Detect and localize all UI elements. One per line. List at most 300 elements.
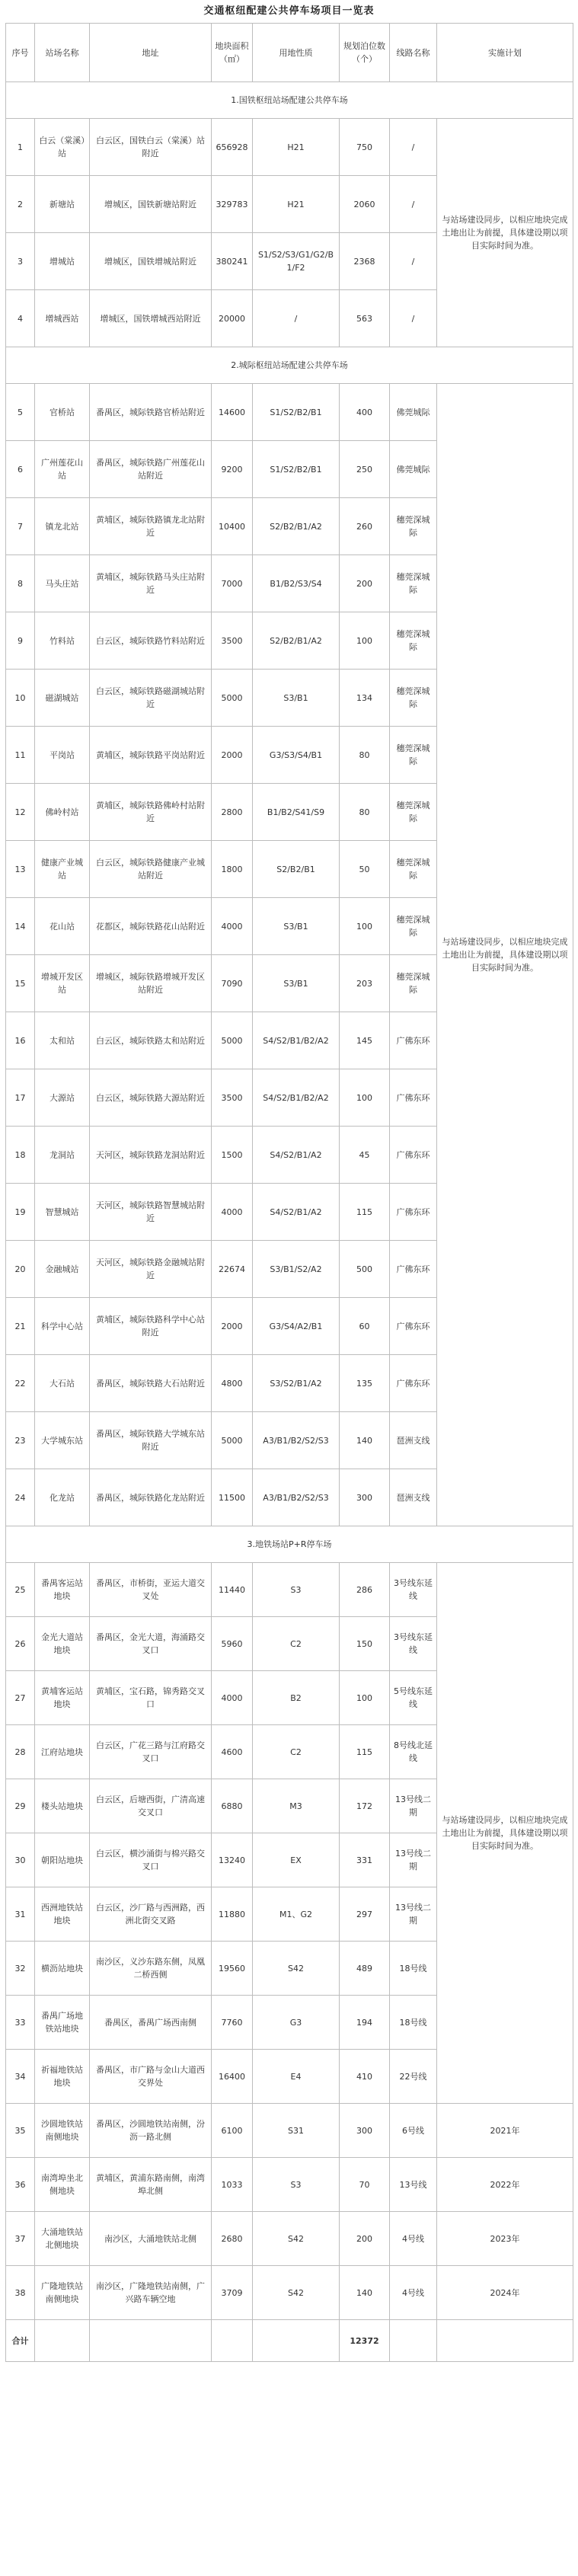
cell-spaces: 2368 — [340, 233, 390, 290]
cell-area: 3500 — [212, 612, 253, 670]
cell-area: 5000 — [212, 670, 253, 727]
cell-line: 穗莞深城际 — [390, 612, 437, 670]
cell-address: 黄埔区，宝石路，锦秀路交叉口 — [90, 1671, 212, 1725]
cell-address: 天河区，城际铁路龙洞站附近 — [90, 1127, 212, 1184]
table-row — [6, 384, 573, 441]
cell-spaces: 145 — [340, 1012, 390, 1069]
cell-plan: 2024年 — [437, 2266, 573, 2320]
cell-area: 14600 — [212, 384, 253, 441]
cell-no: 36 — [6, 2158, 35, 2212]
cell-spaces: 140 — [340, 1412, 390, 1469]
cell-name: 楼头站地块 — [35, 1779, 90, 1833]
cell-area: 16400 — [212, 2050, 253, 2104]
cell-area: 380241 — [212, 233, 253, 290]
cell-name: 大源站 — [35, 1069, 90, 1127]
cell-spaces: 50 — [340, 841, 390, 898]
cell-line: 13号线二期 — [390, 1779, 437, 1833]
header-no: 序号 — [6, 24, 35, 82]
total-value: 12372 — [340, 2320, 390, 2362]
cell-land-use: S1/S2/B2/B1 — [253, 384, 340, 441]
cell-land-use: C2 — [253, 1617, 340, 1671]
total-row — [6, 2320, 573, 2362]
cell-name: 大学城东站 — [35, 1412, 90, 1469]
cell-area: 4800 — [212, 1355, 253, 1412]
cell-land-use: G3 — [253, 1996, 340, 2050]
section-title-row — [6, 347, 573, 384]
cell-no: 12 — [6, 784, 35, 841]
cell-area: 2000 — [212, 1298, 253, 1355]
cell-no: 25 — [6, 1563, 35, 1617]
cell-spaces: 115 — [340, 1725, 390, 1779]
cell-area: 2680 — [212, 2212, 253, 2266]
cell-address: 增城区，国铁增城站附近 — [90, 233, 212, 290]
cell-area: 2000 — [212, 727, 253, 784]
cell-name: 增城开发区站 — [35, 955, 90, 1012]
cell-land-use: M3 — [253, 1779, 340, 1833]
cell-line: 广佛东环 — [390, 1355, 437, 1412]
cell-spaces: 250 — [340, 441, 390, 498]
cell-line: 5号线东延线 — [390, 1671, 437, 1725]
cell-name: 化龙站 — [35, 1469, 90, 1526]
cell-no: 11 — [6, 727, 35, 784]
cell-name: 黄埔客运站地块 — [35, 1671, 90, 1725]
cell-address: 番禺区，市广路与金山大道西交界处 — [90, 2050, 212, 2104]
cell-no: 30 — [6, 1833, 35, 1887]
cell-land-use: S1/S2/B2/B1 — [253, 441, 340, 498]
cell-no: 13 — [6, 841, 35, 898]
cell-land-use: H21 — [253, 176, 340, 233]
cell-spaces: 400 — [340, 384, 390, 441]
cell-line: 琶洲支线 — [390, 1469, 437, 1526]
cell-no: 6 — [6, 441, 35, 498]
table-header-row — [6, 24, 573, 82]
cell-spaces: 45 — [340, 1127, 390, 1184]
cell-area: 5960 — [212, 1617, 253, 1671]
cell-no: 5 — [6, 384, 35, 441]
cell-line: 佛莞城际 — [390, 384, 437, 441]
cell-plan: 2021年 — [437, 2104, 573, 2158]
cell-land-use: S3/B1/S2/A2 — [253, 1241, 340, 1298]
section-title-row — [6, 1526, 573, 1563]
cell-name: 增城站 — [35, 233, 90, 290]
cell-spaces: 563 — [340, 290, 390, 347]
cell-spaces: 115 — [340, 1184, 390, 1241]
empty-cell — [390, 2320, 437, 2362]
cell-no: 38 — [6, 2266, 35, 2320]
cell-no: 24 — [6, 1469, 35, 1526]
cell-no: 26 — [6, 1617, 35, 1671]
cell-no: 31 — [6, 1887, 35, 1942]
cell-name: 沙圆地铁站南侧地块 — [35, 2104, 90, 2158]
cell-area: 1500 — [212, 1127, 253, 1184]
cell-name: 西洲地铁站地块 — [35, 1887, 90, 1942]
cell-spaces: 135 — [340, 1355, 390, 1412]
cell-address: 番禺区，城际铁路广州莲花山站附近 — [90, 441, 212, 498]
cell-address: 白云区，城际铁路竹料站附近 — [90, 612, 212, 670]
cell-area: 19560 — [212, 1942, 253, 1996]
cell-name: 增城西站 — [35, 290, 90, 347]
table-row — [6, 2158, 573, 2212]
cell-address: 天河区，城际铁路金融城站附近 — [90, 1241, 212, 1298]
document-title: 交通枢纽配建公共停车场项目一览表 — [203, 5, 375, 17]
cell-land-use: B2 — [253, 1671, 340, 1725]
cell-land-use: S4/S2/B1/A2 — [253, 1127, 340, 1184]
header-area: 地块面积（㎡） — [212, 24, 253, 82]
cell-address: 黄埔区，城际铁路镇龙北站附近 — [90, 498, 212, 555]
cell-line: 3号线东延线 — [390, 1563, 437, 1617]
plan-note: 与站场建设同步，以相应地块完成土地出让为前提，具体建设期以项目实际时间为准。 — [437, 1563, 573, 2104]
cell-spaces: 410 — [340, 2050, 390, 2104]
cell-no: 37 — [6, 2212, 35, 2266]
cell-address: 番禺区，城际铁路官桥站附近 — [90, 384, 212, 441]
table-row — [6, 2266, 573, 2320]
cell-name: 科学中心站 — [35, 1298, 90, 1355]
cell-land-use: S3/S2/B1/A2 — [253, 1355, 340, 1412]
cell-line: 18号线 — [390, 1996, 437, 2050]
cell-land-use: S3 — [253, 2158, 340, 2212]
cell-line: / — [390, 290, 437, 347]
cell-area: 3500 — [212, 1069, 253, 1127]
table-body — [6, 82, 573, 2362]
cell-address: 增城区，国铁新塘站附近 — [90, 176, 212, 233]
cell-name: 横沥站地块 — [35, 1942, 90, 1996]
cell-line: 穗莞深城际 — [390, 555, 437, 612]
cell-no: 33 — [6, 1996, 35, 2050]
cell-line: 广佛东环 — [390, 1069, 437, 1127]
cell-no: 7 — [6, 498, 35, 555]
cell-no: 23 — [6, 1412, 35, 1469]
cell-name: 大石站 — [35, 1355, 90, 1412]
cell-name: 佛岭村站 — [35, 784, 90, 841]
cell-no: 28 — [6, 1725, 35, 1779]
cell-name: 太和站 — [35, 1012, 90, 1069]
cell-spaces: 331 — [340, 1833, 390, 1887]
cell-no: 19 — [6, 1184, 35, 1241]
cell-spaces: 100 — [340, 1671, 390, 1725]
empty-cell — [437, 2320, 573, 2362]
empty-cell — [253, 2320, 340, 2362]
cell-spaces: 297 — [340, 1887, 390, 1942]
cell-name: 磁湖城站 — [35, 670, 90, 727]
cell-line: 广佛东环 — [390, 1012, 437, 1069]
cell-land-use: S1/S2/S3/G1/G2/B1/F2 — [253, 233, 340, 290]
cell-no: 22 — [6, 1355, 35, 1412]
cell-no: 29 — [6, 1779, 35, 1833]
cell-line: 18号线 — [390, 1942, 437, 1996]
cell-spaces: 134 — [340, 670, 390, 727]
cell-area: 329783 — [212, 176, 253, 233]
cell-spaces: 140 — [340, 2266, 390, 2320]
cell-no: 34 — [6, 2050, 35, 2104]
cell-land-use: B1/B2/S3/S4 — [253, 555, 340, 612]
cell-area: 5000 — [212, 1412, 253, 1469]
cell-line: 穗莞深城际 — [390, 670, 437, 727]
cell-spaces: 500 — [340, 1241, 390, 1298]
cell-address: 黄埔区，黄浦东路南侧，南湾埠北侧 — [90, 2158, 212, 2212]
cell-spaces: 300 — [340, 2104, 390, 2158]
project-table — [5, 23, 573, 2362]
cell-address: 南沙区，大涌地铁站北侧 — [90, 2212, 212, 2266]
header-address: 地址 — [90, 24, 212, 82]
cell-name: 番禺广场地铁站地块 — [35, 1996, 90, 2050]
header-name: 站场名称 — [35, 24, 90, 82]
cell-spaces: 172 — [340, 1779, 390, 1833]
cell-area: 4000 — [212, 898, 253, 955]
header-land-use: 用地性质 — [253, 24, 340, 82]
cell-name: 朝阳站地块 — [35, 1833, 90, 1887]
cell-area: 11440 — [212, 1563, 253, 1617]
cell-address: 南沙区，广隆地铁站南侧，广兴路车辆空地 — [90, 2266, 212, 2320]
cell-spaces: 70 — [340, 2158, 390, 2212]
cell-address: 白云区，广花三路与江府路交叉口 — [90, 1725, 212, 1779]
cell-no: 4 — [6, 290, 35, 347]
cell-address: 番禺区，金光大道，海涌路交叉口 — [90, 1617, 212, 1671]
cell-line: 13号线二期 — [390, 1887, 437, 1942]
cell-spaces: 80 — [340, 727, 390, 784]
cell-line: 广佛东环 — [390, 1127, 437, 1184]
cell-name: 新塘站 — [35, 176, 90, 233]
cell-address: 番禺区，沙圆地铁站南侧，汾沥一路北侧 — [90, 2104, 212, 2158]
cell-spaces: 260 — [340, 498, 390, 555]
cell-name: 金光大道站地块 — [35, 1617, 90, 1671]
cell-line: 广佛东环 — [390, 1241, 437, 1298]
cell-line: / — [390, 176, 437, 233]
cell-land-use: M1、G2 — [253, 1887, 340, 1942]
cell-spaces: 286 — [340, 1563, 390, 1617]
cell-name: 祈福地铁站地块 — [35, 2050, 90, 2104]
cell-no: 27 — [6, 1671, 35, 1725]
cell-spaces: 100 — [340, 612, 390, 670]
cell-name: 智慧城站 — [35, 1184, 90, 1241]
cell-area: 656928 — [212, 119, 253, 176]
cell-address: 番禺区，番禺广场西南侧 — [90, 1996, 212, 2050]
section-title: 1.国铁枢纽站场配建公共停车场 — [6, 82, 573, 119]
cell-address: 番禺区，城际铁路大学城东站附近 — [90, 1412, 212, 1469]
cell-address: 白云区，国铁白云（棠溪）站附近 — [90, 119, 212, 176]
cell-land-use: S2/B2/B1 — [253, 841, 340, 898]
cell-address: 南沙区，义沙东路东侧，凤凰二桥西侧 — [90, 1942, 212, 1996]
plan-note: 与站场建设同步，以相应地块完成土地出让为前提，具体建设期以项目实际时间为准。 — [437, 119, 573, 347]
cell-address: 白云区，横沙涌街与棉兴路交叉口 — [90, 1833, 212, 1887]
cell-address: 黄埔区，城际铁路马头庄站附近 — [90, 555, 212, 612]
cell-plan: 2023年 — [437, 2212, 573, 2266]
cell-name: 官桥站 — [35, 384, 90, 441]
cell-no: 16 — [6, 1012, 35, 1069]
table-row — [6, 2212, 573, 2266]
cell-area: 11880 — [212, 1887, 253, 1942]
cell-land-use: B1/B2/S41/S9 — [253, 784, 340, 841]
cell-name: 白云（棠溪）站 — [35, 119, 90, 176]
cell-area: 7760 — [212, 1996, 253, 2050]
cell-area: 2800 — [212, 784, 253, 841]
cell-no: 32 — [6, 1942, 35, 1996]
cell-no: 17 — [6, 1069, 35, 1127]
cell-land-use: G3/S4/A2/B1 — [253, 1298, 340, 1355]
cell-no: 14 — [6, 898, 35, 955]
cell-land-use: S3 — [253, 1563, 340, 1617]
cell-land-use: / — [253, 290, 340, 347]
cell-address: 番禺区，市桥街，亚运大道交叉处 — [90, 1563, 212, 1617]
cell-no: 15 — [6, 955, 35, 1012]
cell-line: 8号线北延线 — [390, 1725, 437, 1779]
cell-area: 4600 — [212, 1725, 253, 1779]
cell-land-use: S4/S2/B1/B2/A2 — [253, 1069, 340, 1127]
cell-land-use: C2 — [253, 1725, 340, 1779]
header-spaces: 规划泊位数（个） — [340, 24, 390, 82]
cell-line: 佛莞城际 — [390, 441, 437, 498]
cell-area: 1800 — [212, 841, 253, 898]
cell-address: 黄埔区，城际铁路科学中心站附近 — [90, 1298, 212, 1355]
cell-land-use: S3/B1 — [253, 898, 340, 955]
section-title: 2.城际枢纽站场配建公共停车场 — [6, 347, 573, 384]
cell-line: 13号线二期 — [390, 1833, 437, 1887]
cell-spaces: 489 — [340, 1942, 390, 1996]
cell-land-use: S2/B2/B1/A2 — [253, 612, 340, 670]
cell-land-use: A3/B1/B2/S2/S3 — [253, 1412, 340, 1469]
cell-land-use: S42 — [253, 1942, 340, 1996]
cell-spaces: 100 — [340, 1069, 390, 1127]
cell-name: 马头庄站 — [35, 555, 90, 612]
cell-land-use: EX — [253, 1833, 340, 1887]
cell-name: 番禺客运站地块 — [35, 1563, 90, 1617]
section-title: 3.地铁场站P+R停车场 — [6, 1526, 573, 1563]
empty-cell — [90, 2320, 212, 2362]
cell-spaces: 203 — [340, 955, 390, 1012]
cell-land-use: S31 — [253, 2104, 340, 2158]
cell-name: 江府站地块 — [35, 1725, 90, 1779]
cell-no: 3 — [6, 233, 35, 290]
cell-spaces: 200 — [340, 555, 390, 612]
table-row — [6, 119, 573, 176]
header-line: 线路名称 — [390, 24, 437, 82]
cell-address: 白云区，城际铁路大源站附近 — [90, 1069, 212, 1127]
cell-name: 竹料站 — [35, 612, 90, 670]
cell-area: 22674 — [212, 1241, 253, 1298]
cell-address: 番禺区，城际铁路化龙站附近 — [90, 1469, 212, 1526]
cell-line: 广佛东环 — [390, 1298, 437, 1355]
empty-cell — [35, 2320, 90, 2362]
cell-line: 3号线东延线 — [390, 1617, 437, 1671]
cell-spaces: 200 — [340, 2212, 390, 2266]
empty-cell — [212, 2320, 253, 2362]
cell-area: 6100 — [212, 2104, 253, 2158]
cell-spaces: 150 — [340, 1617, 390, 1671]
cell-plan: 2022年 — [437, 2158, 573, 2212]
cell-area: 1033 — [212, 2158, 253, 2212]
cell-line: 穗莞深城际 — [390, 784, 437, 841]
cell-line: 22号线 — [390, 2050, 437, 2104]
cell-no: 9 — [6, 612, 35, 670]
cell-address: 白云区，沙厂路与西洲路，西洲北街交叉路 — [90, 1887, 212, 1942]
cell-spaces: 194 — [340, 1996, 390, 2050]
cell-address: 增城区，城际铁路增城开发区站附近 — [90, 955, 212, 1012]
cell-spaces: 60 — [340, 1298, 390, 1355]
cell-spaces: 750 — [340, 119, 390, 176]
cell-spaces: 300 — [340, 1469, 390, 1526]
cell-no: 10 — [6, 670, 35, 727]
cell-name: 健康产业城站 — [35, 841, 90, 898]
cell-address: 黄埔区，城际铁路佛岭村站附近 — [90, 784, 212, 841]
cell-land-use: A3/B1/B2/S2/S3 — [253, 1469, 340, 1526]
cell-name: 平岗站 — [35, 727, 90, 784]
total-label: 合计 — [6, 2320, 35, 2362]
cell-area: 4000 — [212, 1671, 253, 1725]
cell-line: / — [390, 119, 437, 176]
section-title-row — [6, 82, 573, 119]
cell-name: 南湾埠坐北侧地块 — [35, 2158, 90, 2212]
cell-no: 21 — [6, 1298, 35, 1355]
cell-line: 穗莞深城际 — [390, 727, 437, 784]
cell-no: 2 — [6, 176, 35, 233]
cell-land-use: S42 — [253, 2212, 340, 2266]
cell-address: 白云区，后塘西街，广清高速交叉口 — [90, 1779, 212, 1833]
cell-area: 20000 — [212, 290, 253, 347]
header-plan: 实施计划 — [437, 24, 573, 82]
cell-no: 18 — [6, 1127, 35, 1184]
cell-land-use: E4 — [253, 2050, 340, 2104]
cell-name: 金融城站 — [35, 1241, 90, 1298]
cell-name: 镇龙北站 — [35, 498, 90, 555]
cell-no: 1 — [6, 119, 35, 176]
cell-spaces: 80 — [340, 784, 390, 841]
cell-spaces: 2060 — [340, 176, 390, 233]
cell-area: 3709 — [212, 2266, 253, 2320]
plan-note: 与站场建设同步，以相应地块完成土地出让为前提，具体建设期以项目实际时间为准。 — [437, 384, 573, 1526]
cell-line: 13号线 — [390, 2158, 437, 2212]
cell-line: 琶洲支线 — [390, 1412, 437, 1469]
cell-no: 20 — [6, 1241, 35, 1298]
cell-area: 4000 — [212, 1184, 253, 1241]
cell-address: 增城区，国铁增城西站附近 — [90, 290, 212, 347]
cell-line: 穗莞深城际 — [390, 898, 437, 955]
cell-line: 4号线 — [390, 2266, 437, 2320]
cell-area: 13240 — [212, 1833, 253, 1887]
cell-spaces: 100 — [340, 898, 390, 955]
cell-name: 花山站 — [35, 898, 90, 955]
cell-no: 8 — [6, 555, 35, 612]
cell-line: 4号线 — [390, 2212, 437, 2266]
cell-address: 白云区，城际铁路健康产业城站附近 — [90, 841, 212, 898]
cell-line: / — [390, 233, 437, 290]
cell-area: 7090 — [212, 955, 253, 1012]
cell-address: 白云区，城际铁路磁湖城站附近 — [90, 670, 212, 727]
cell-line: 穗莞深城际 — [390, 498, 437, 555]
cell-area: 7000 — [212, 555, 253, 612]
cell-land-use: S3/B1 — [253, 955, 340, 1012]
cell-land-use: S4/S2/B1/A2 — [253, 1184, 340, 1241]
cell-name: 广州莲花山站 — [35, 441, 90, 498]
table-row — [6, 1563, 573, 1617]
cell-land-use: S2/B2/B1/A2 — [253, 498, 340, 555]
cell-name: 龙洞站 — [35, 1127, 90, 1184]
cell-area: 10400 — [212, 498, 253, 555]
cell-land-use: S4/S2/B1/B2/A2 — [253, 1012, 340, 1069]
cell-address: 番禺区，城际铁路大石站附近 — [90, 1355, 212, 1412]
cell-area: 5000 — [212, 1012, 253, 1069]
cell-address: 花都区，城际铁路花山站附近 — [90, 898, 212, 955]
cell-name: 大涌地铁站北侧地块 — [35, 2212, 90, 2266]
cell-no: 35 — [6, 2104, 35, 2158]
cell-land-use: G3/S3/S4/B1 — [253, 727, 340, 784]
cell-land-use: H21 — [253, 119, 340, 176]
cell-address: 白云区，城际铁路太和站附近 — [90, 1012, 212, 1069]
cell-line: 穗莞深城际 — [390, 955, 437, 1012]
cell-line: 广佛东环 — [390, 1184, 437, 1241]
cell-line: 穗莞深城际 — [390, 841, 437, 898]
cell-line: 6号线 — [390, 2104, 437, 2158]
cell-address: 天河区，城际铁路智慧城站附近 — [90, 1184, 212, 1241]
table-row — [6, 2104, 573, 2158]
